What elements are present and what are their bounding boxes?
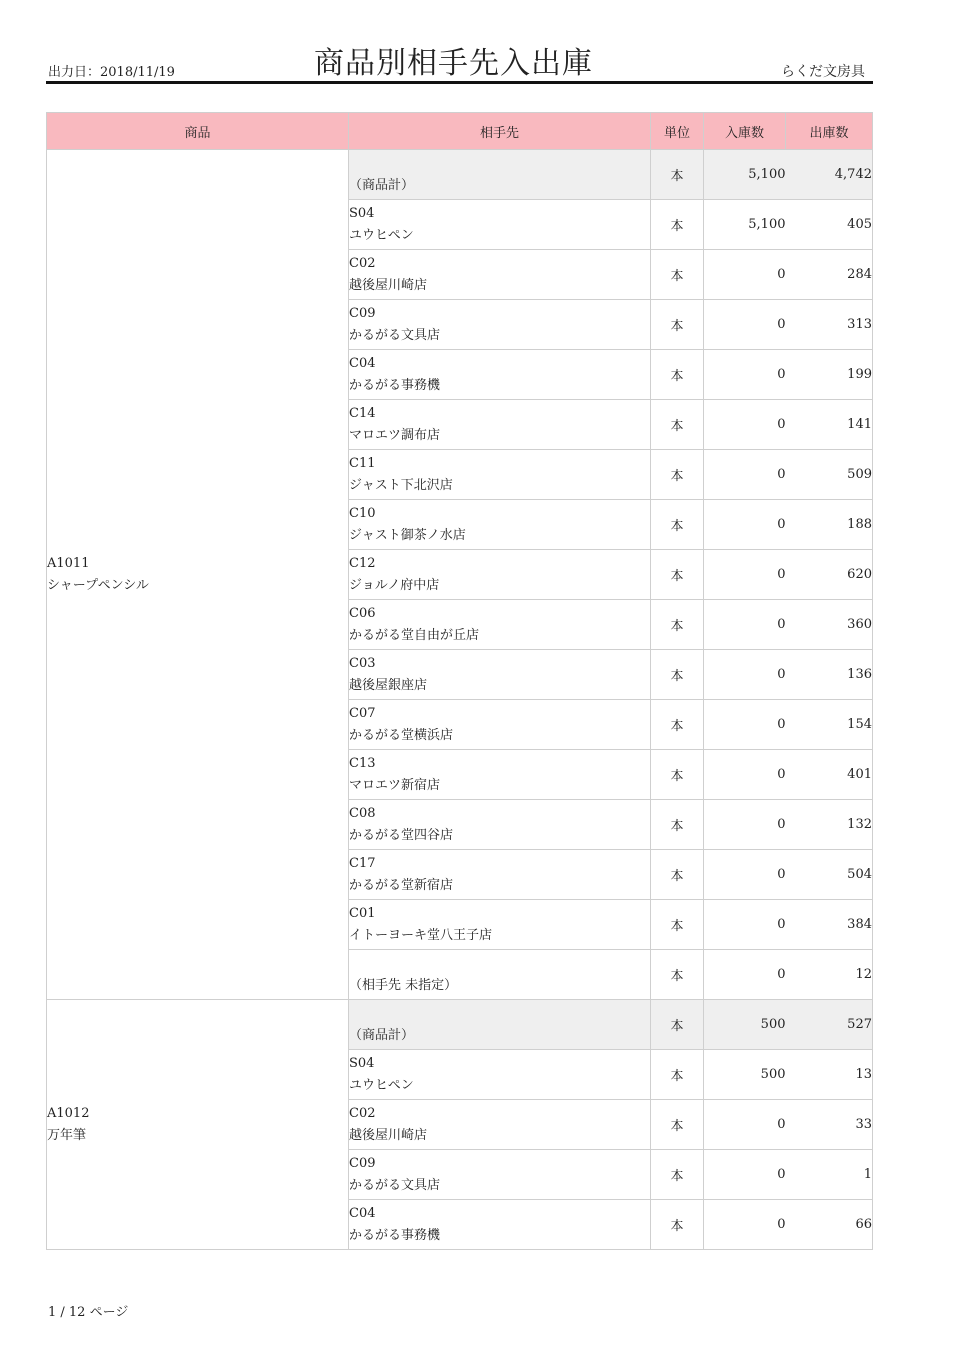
partner-name: ジャスト御茶ノ水店: [349, 527, 466, 543]
partner-code: C04: [349, 355, 376, 371]
product-total-row: [47, 150, 873, 200]
partner-cell: [349, 900, 651, 950]
partner-code: C17: [349, 855, 376, 871]
product-code: A1012: [47, 1105, 90, 1121]
out-qty-cell: 313: [786, 300, 873, 350]
out-qty-cell: 141: [786, 400, 873, 450]
out-qty-cell: 405: [786, 200, 873, 250]
unit-cell: 本: [651, 1000, 704, 1050]
partner-name: マロエツ調布店: [349, 427, 441, 443]
unit-cell: 本: [651, 550, 704, 600]
partner-code: C02: [349, 255, 376, 271]
partner-cell: [349, 1100, 651, 1150]
partner-code: C09: [349, 1155, 376, 1171]
in-qty-cell: 0: [704, 800, 786, 850]
in-qty-cell: 0: [704, 1150, 786, 1200]
partner-name: ジャスト下北沢店: [349, 477, 453, 493]
partner-cell: [349, 1150, 651, 1200]
partner-cell: [349, 450, 651, 500]
out-qty-cell: 401: [786, 750, 873, 800]
unit-cell: 本: [651, 600, 704, 650]
product-cell: [47, 150, 349, 1000]
report-header: [46, 40, 873, 84]
partner-code: [349, 1003, 650, 1025]
partner-cell: [349, 550, 651, 600]
out-qty-cell: 504: [786, 850, 873, 900]
col-header-out-qty: 出庫数: [786, 113, 873, 150]
partner-code: S04: [349, 1055, 375, 1071]
partner-name: かるがる堂横浜店: [349, 727, 454, 743]
partner-name: マロエツ新宿店: [349, 777, 441, 793]
col-header-product: 商品: [47, 113, 349, 150]
partner-cell: [349, 200, 651, 250]
out-qty-cell: 188: [786, 500, 873, 550]
product-name: シャープペンシル: [47, 577, 149, 593]
partner-cell: [349, 500, 651, 550]
partner-cell: [349, 300, 651, 350]
in-qty-cell: 0: [704, 1100, 786, 1150]
product-total-row: [47, 1000, 873, 1050]
unit-cell: 本: [651, 650, 704, 700]
in-qty-cell: 0: [704, 650, 786, 700]
unit-cell: 本: [651, 500, 704, 550]
in-qty-cell: 0: [704, 550, 786, 600]
out-qty-cell: 4,742: [786, 150, 873, 200]
in-qty-cell: 0: [704, 600, 786, 650]
out-qty-cell: 509: [786, 450, 873, 500]
out-qty-cell: 384: [786, 900, 873, 950]
col-header-partner: 相手先: [349, 113, 651, 150]
partner-cell: [349, 800, 651, 850]
output-date: 出力日：2018/11/19: [48, 65, 175, 80]
out-qty-cell: 199: [786, 350, 873, 400]
in-qty-cell: 0: [704, 300, 786, 350]
in-qty-cell: 0: [704, 750, 786, 800]
partner-name: ジョルノ府中店: [349, 577, 440, 593]
in-qty-cell: 5,100: [704, 200, 786, 250]
in-qty-cell: 0: [704, 1200, 786, 1250]
partner-code: C11: [349, 455, 376, 471]
partner-name: ユウヒペン: [349, 227, 414, 243]
partner-cell: [349, 650, 651, 700]
partner-name: イトーヨーキ堂八王子店: [349, 927, 493, 943]
partner-cell: [349, 750, 651, 800]
in-qty-cell: 500: [704, 1000, 786, 1050]
partner-cell: [349, 250, 651, 300]
unit-cell: 本: [651, 250, 704, 300]
unit-cell: 本: [651, 900, 704, 950]
out-qty-cell: 154: [786, 700, 873, 750]
partner-name: かるがる文具店: [349, 1177, 441, 1193]
partner-name: かるがる堂自由が丘店: [349, 627, 480, 643]
unit-cell: 本: [651, 800, 704, 850]
partner-cell: [349, 1050, 651, 1100]
report-body: [47, 150, 873, 1250]
partner-name: （商品計）: [349, 177, 415, 193]
partner-code: C09: [349, 305, 376, 321]
unit-cell: 本: [651, 300, 704, 350]
in-qty-cell: 0: [704, 500, 786, 550]
out-qty-cell: 136: [786, 650, 873, 700]
partner-code: C10: [349, 505, 376, 521]
out-qty-cell: 527: [786, 1000, 873, 1050]
partner-code: C04: [349, 1205, 376, 1221]
out-qty-cell: 33: [786, 1100, 873, 1150]
in-qty-cell: 5,100: [704, 150, 786, 200]
partner-code: C06: [349, 605, 376, 621]
out-qty-cell: 1: [786, 1150, 873, 1200]
partner-cell: [349, 850, 651, 900]
partner-code: C01: [349, 905, 376, 921]
partner-name: かるがる文具店: [349, 327, 441, 343]
partner-code: C02: [349, 1105, 376, 1121]
unit-cell: 本: [651, 450, 704, 500]
partner-name: 越後屋川崎店: [349, 277, 428, 293]
out-qty-cell: 13: [786, 1050, 873, 1100]
col-header-in-qty: 入庫数: [704, 113, 786, 150]
partner-cell: [349, 1200, 651, 1250]
product-cell: [47, 1000, 349, 1250]
partner-cell: [349, 1000, 651, 1050]
partner-name: 越後屋川崎店: [349, 1127, 428, 1143]
partner-cell: [349, 600, 651, 650]
partner-cell: [349, 150, 651, 200]
in-qty-cell: 0: [704, 400, 786, 450]
unit-cell: 本: [651, 350, 704, 400]
partner-code: [349, 953, 650, 975]
page-number: 1 / 12 ページ: [48, 1305, 129, 1320]
partner-cell: [349, 350, 651, 400]
partner-code: C03: [349, 655, 376, 671]
out-qty-cell: 12: [786, 950, 873, 1000]
in-qty-cell: 500: [704, 1050, 786, 1100]
partner-name: かるがる事務機: [349, 1227, 441, 1243]
partner-name: 越後屋銀座店: [349, 677, 428, 693]
partner-code: S04: [349, 205, 375, 221]
company-name: らくだ文房具: [781, 64, 865, 80]
partner-cell: [349, 400, 651, 450]
unit-cell: 本: [651, 850, 704, 900]
partner-code: C07: [349, 705, 376, 721]
partner-name: かるがる堂新宿店: [349, 877, 454, 893]
unit-cell: 本: [651, 700, 704, 750]
table-header-row: [47, 113, 873, 150]
out-qty-cell: 620: [786, 550, 873, 600]
partner-cell: [349, 950, 651, 1000]
in-qty-cell: 0: [704, 350, 786, 400]
in-qty-cell: 0: [704, 250, 786, 300]
out-qty-cell: 360: [786, 600, 873, 650]
unit-cell: 本: [651, 750, 704, 800]
out-qty-cell: 66: [786, 1200, 873, 1250]
in-qty-cell: 0: [704, 850, 786, 900]
partner-name: （商品計）: [349, 1027, 415, 1043]
report-table: [46, 112, 873, 1250]
partner-cell: [349, 700, 651, 750]
out-qty-cell: 284: [786, 250, 873, 300]
unit-cell: 本: [651, 400, 704, 450]
in-qty-cell: 0: [704, 900, 786, 950]
partner-code: C13: [349, 755, 376, 771]
partner-name: ユウヒペン: [349, 1077, 414, 1093]
in-qty-cell: 0: [704, 950, 786, 1000]
unit-cell: 本: [651, 150, 704, 200]
out-qty-cell: 132: [786, 800, 873, 850]
header-rule: [46, 81, 873, 84]
report-title: 商品別相手先入出庫: [314, 46, 593, 81]
unit-cell: 本: [651, 200, 704, 250]
unit-cell: 本: [651, 1150, 704, 1200]
partner-code: C08: [349, 805, 376, 821]
col-header-unit: 単位: [651, 113, 704, 150]
partner-name: かるがる堂四谷店: [349, 827, 454, 843]
partner-code: C14: [349, 405, 376, 421]
in-qty-cell: 0: [704, 700, 786, 750]
unit-cell: 本: [651, 1200, 704, 1250]
partner-name: （相手先 未指定）: [349, 977, 458, 993]
product-code: A1011: [47, 555, 90, 571]
partner-name: かるがる事務機: [349, 377, 441, 393]
partner-code: C12: [349, 555, 376, 571]
unit-cell: 本: [651, 1050, 704, 1100]
unit-cell: 本: [651, 1100, 704, 1150]
in-qty-cell: 0: [704, 450, 786, 500]
partner-code: [349, 153, 650, 175]
product-name: 万年筆: [47, 1127, 87, 1143]
unit-cell: 本: [651, 950, 704, 1000]
